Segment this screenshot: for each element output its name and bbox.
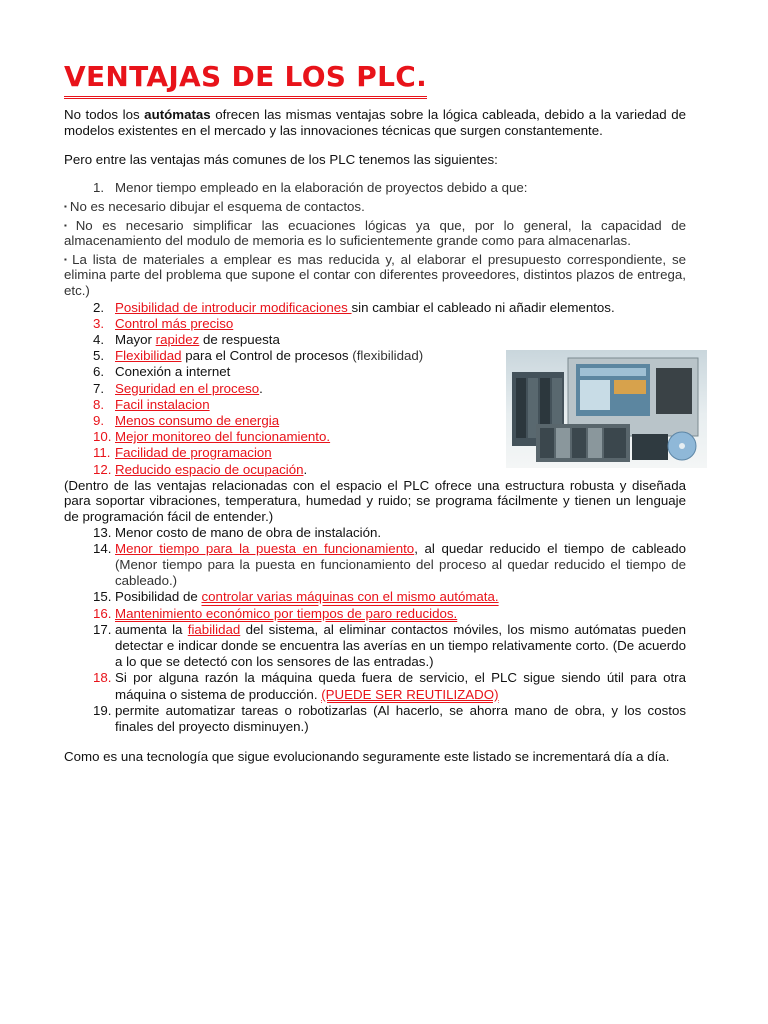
- list-number: 13.: [93, 524, 112, 540]
- intro-paragraph: [64, 107, 686, 138]
- list-number: 11.: [93, 445, 111, 461]
- list-text-paren: (Menor tiempo para la puesta en funcionamiento del proceso al quedar reducido el tiempo de cableado.): [115, 556, 686, 589]
- list-number: 9.: [93, 412, 105, 428]
- list-link[interactable]: Seguridad en el proceso: [115, 380, 260, 396]
- list-text: sin cambiar el cableado ni añadir elementos.: [351, 299, 615, 315]
- plc-small-controller: [632, 434, 668, 460]
- list-item: [64, 332, 686, 348]
- list-text: , al quedar reducido el tiempo de cableado: [414, 540, 687, 556]
- list-number: 18.: [93, 670, 112, 686]
- list-link[interactable]: Control más preciso: [115, 315, 234, 331]
- plc-module: [604, 428, 626, 458]
- list-link[interactable]: (PUEDE SER REUTILIZADO): [321, 686, 499, 702]
- list-text: .: [259, 380, 263, 396]
- list-link[interactable]: Posibilidad de introducir modificaciones: [115, 299, 352, 315]
- list-number: 15.: [93, 589, 112, 605]
- bullet-item: ▪ No es necesario dibujar el esquema de contactos.: [64, 199, 686, 215]
- list-number: 5.: [93, 348, 105, 364]
- list-text: para el Control de procesos: [181, 348, 353, 364]
- list-item: [64, 316, 686, 332]
- bullet-item: ▪ La lista de materiales a emplear es mas reducida y, al elaborar el presupuesto correspondiente, se elimina parte del problema que supone el contar con diferentes proveedores, distintos plazos de entrega, etc.): [64, 252, 686, 299]
- closing-paragraph: Como es una tecnología que sigue evolucionando seguramente este listado se incrementará día a día.: [64, 749, 670, 765]
- intro-text: No todos los: [64, 107, 145, 122]
- page-title: VENTAJAS DE LOS PLC.: [64, 60, 427, 99]
- list-item: [64, 525, 686, 541]
- list-number: 3.: [93, 315, 105, 331]
- list-link[interactable]: fiabilidad: [187, 621, 241, 637]
- hmi-screen-header: [580, 368, 646, 376]
- list-item: [64, 300, 686, 316]
- list-text: Si por alguna razón la máquina queda fuera de servicio, el PLC sigue siendo útil para otra máquina o sistema de producción.: [115, 670, 686, 702]
- list-link[interactable]: Flexibilidad: [115, 348, 182, 364]
- cd-disc-hole: [679, 443, 685, 449]
- list-item: [64, 180, 686, 196]
- list-text: Mayor: [115, 331, 156, 347]
- hmi-screen-widget: [614, 380, 646, 394]
- intro-text-end: ofrecen las mismas ventajas sobre la lógica cableada, debido a la variedad de modelos existentes en el mercado y las innovaciones técnicas que surgen constantemente.: [64, 107, 686, 138]
- list-text: permite automatizar tareas o robotizarlas (Al hacerlo, se ahorra mano de obra, y los costos finales del proyecto disminuyen.): [115, 702, 686, 734]
- list-number: 1.: [93, 179, 105, 195]
- list-number: 8.: [93, 396, 105, 412]
- list-item: [64, 703, 686, 735]
- list-item: [64, 670, 686, 702]
- list-text-paren: (flexibilidad): [352, 348, 424, 364]
- list-text: Menor costo de mano de obra de instalación.: [115, 524, 382, 540]
- list-number: 10.: [93, 429, 112, 445]
- plc-module: [556, 428, 570, 458]
- list-number: 2.: [93, 299, 105, 315]
- lead-paragraph: Pero entre las ventajas más comunes de los PLC tenemos las siguientes:: [64, 152, 498, 168]
- list-link[interactable]: Menos consumo de energia: [115, 412, 280, 428]
- list-text: Conexión a internet: [115, 364, 231, 380]
- bullet-item: ▪ No es necesario simplificar las ecuaciones lógicas ya que, por lo general, la capacidad de almacenamiento del modulo de memoria es lo suficientemente grande como para almacenarlas.: [64, 218, 686, 249]
- plc-module: [540, 428, 554, 458]
- list-number: 14.: [93, 540, 112, 556]
- list-text: de respuesta: [199, 331, 280, 347]
- list-link[interactable]: Mantenimiento económico por tiempos de paro reducidos.: [115, 605, 458, 621]
- list-item: [64, 541, 686, 590]
- plc-hardware-illustration: [506, 350, 707, 468]
- intro-bold: autómatas: [144, 107, 211, 122]
- list-item: [64, 589, 686, 605]
- list-number: 16.: [93, 605, 112, 621]
- list-number: 12.: [93, 461, 112, 477]
- list-text: aumenta la: [115, 621, 188, 637]
- plc-module: [516, 378, 526, 438]
- list-link[interactable]: Facilidad de programacion: [115, 445, 272, 461]
- list-number: 4.: [93, 331, 105, 347]
- plc-module: [572, 428, 586, 458]
- hmi-keypad: [656, 368, 692, 414]
- list-text: .: [303, 461, 308, 477]
- list-link[interactable]: Mejor monitoreo del funcionamiento.: [115, 429, 331, 445]
- list-link[interactable]: controlar varias máquinas con el mismo autómata.: [201, 589, 499, 605]
- list-link[interactable]: rapidez: [155, 331, 200, 347]
- list-number: 17.: [93, 621, 112, 637]
- list-number: 7.: [93, 380, 105, 396]
- plc-module: [588, 428, 602, 458]
- list-text: Menor tiempo empleado en la elaboración de proyectos debido a que:: [115, 179, 528, 195]
- list-link[interactable]: Facil instalacion: [115, 396, 210, 412]
- list-number: 6.: [93, 364, 105, 380]
- plc-hardware-photo: [506, 350, 707, 468]
- list-link[interactable]: Reducido espacio de ocupación: [115, 461, 304, 477]
- list-text: del sistema, al eliminar contactos móviles, los mismo autómatas pueden detectar e indicar donde se encuentra las averías en un tiempo relativamente corto. (De acuerdo a lo que se detectó con los sensores de las entradas.): [115, 621, 687, 670]
- list-link[interactable]: Menor tiempo para la puesta en funcionamiento: [115, 540, 415, 556]
- list-item: [64, 622, 686, 671]
- list-text: Posibilidad de: [115, 589, 202, 605]
- list-item: [64, 606, 686, 622]
- hmi-screen-window: [580, 380, 610, 410]
- list-number: 19.: [93, 702, 112, 718]
- note-paragraph: (Dentro de las ventajas relacionadas con el espacio el PLC ofrece una estructura robusta y diseñada para soportar vibraciones, temperatura, humedad y ruido; se programa fácilmente y tienen un lenguaje de programación fácil de entender.): [64, 477, 686, 524]
